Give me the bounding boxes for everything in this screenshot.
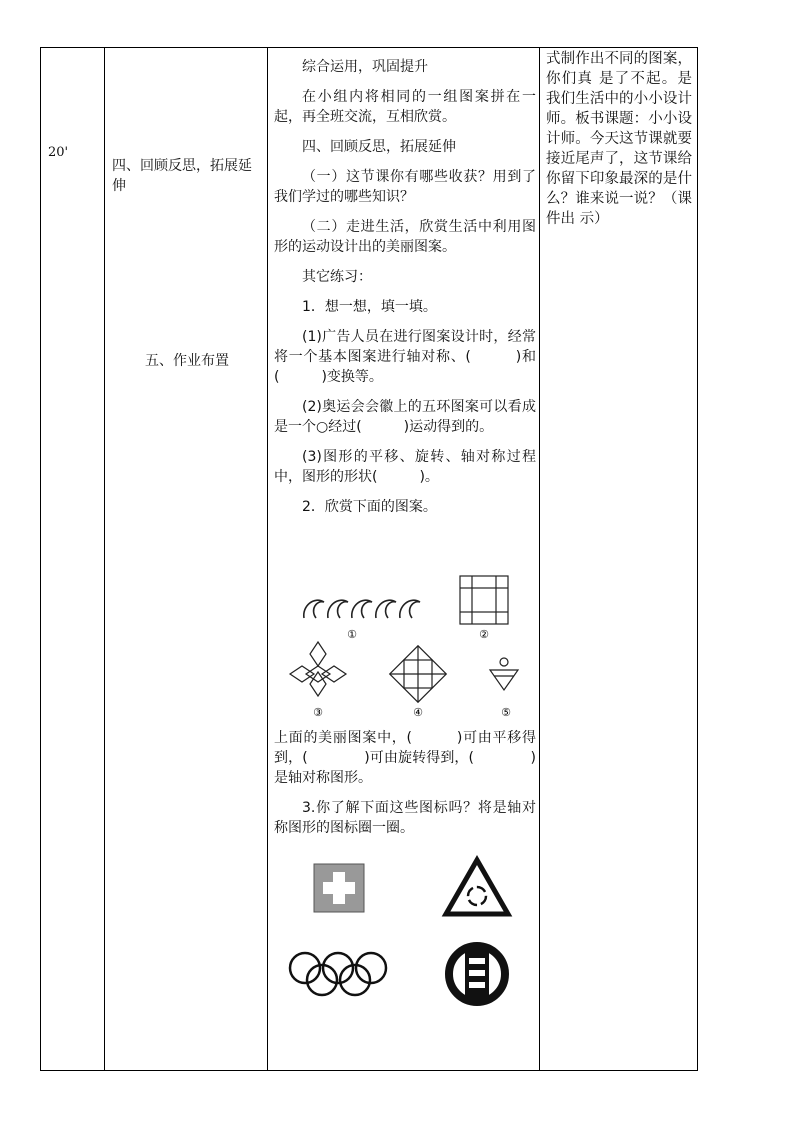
table-left-border xyxy=(40,47,41,1071)
lesson-content xyxy=(274,57,536,527)
column-divider-2 xyxy=(267,47,268,1071)
table-bottom-border xyxy=(40,1070,698,1071)
content-p5: （二）走进生活，欣赏生活中利用图形的运动设计出的美丽图案。 xyxy=(274,219,536,255)
square-grid-pattern-icon xyxy=(460,576,508,624)
content-p6: 其它练习： xyxy=(302,269,372,285)
stage-review-label: 四、回顾反思，拓展延伸 xyxy=(112,158,252,194)
pinwheel-pattern-icon xyxy=(390,646,447,703)
teacher-note: 式制作出不同的图案，你们真 是了不起。是我们生活中的小小设计师。板书课题：小小设计师。今天这节课就要接近尾声了，这节课给你留下印象最深的是什么？谁来说一说？（课件出 示） xyxy=(546,51,692,227)
swirl-pattern-icon xyxy=(304,600,420,618)
red-cross-icon xyxy=(314,864,364,912)
stage-homework-label: 五、作业布置 xyxy=(145,353,229,369)
cup-pattern-icon xyxy=(490,658,518,690)
shape-label-4: ④ xyxy=(413,706,423,719)
shape-label-3: ③ xyxy=(313,706,323,719)
time-cell: 20' xyxy=(48,145,69,160)
content-p2: 在小组内将相同的一组图案拼在一起，再全班交流，互相欣赏。 xyxy=(274,89,536,125)
shape-label-2: ② xyxy=(479,628,489,641)
symbol-icons xyxy=(272,850,538,1010)
content-p12: 上面的美丽图案中，( )可由平移得到，( )可由旋转得到，( )是轴对称图形。 xyxy=(274,730,536,786)
table-right-border xyxy=(697,47,698,1071)
lesson-content-continued xyxy=(274,728,536,848)
table-top-border xyxy=(40,47,698,48)
content-p9: (2)奥运会会徽上的五环图案可以看成是一个○经过( )运动得到的。 xyxy=(274,399,536,435)
content-p7: 1．想一想，填一填。 xyxy=(302,299,437,315)
content-p4: （一）这节课你有哪些收获？用到了我们学过的哪些知识？ xyxy=(274,169,536,205)
content-p13: 3.你了解下面这些图标吗？将是轴对称图形的图标圈一圈。 xyxy=(274,800,536,836)
shape-label-5: ⑤ xyxy=(501,706,511,719)
content-p8: (1)广告人员在进行图案设计时，经常将一个基本图案进行轴对称、( )和( )变换等。 xyxy=(274,329,536,385)
cross-flower-pattern-icon xyxy=(290,642,346,696)
bank-logo-icon xyxy=(449,946,505,1002)
column-divider-1 xyxy=(104,47,105,1071)
content-p3: 四、回顾反思，拓展延伸 xyxy=(302,139,456,155)
column-divider-3 xyxy=(539,47,540,1071)
content-p1: 综合运用，巩固提升 xyxy=(302,59,428,75)
content-p11: 2．欣赏下面的图案。 xyxy=(302,499,437,515)
shape-label-1: ① xyxy=(347,628,357,641)
content-p10: (3)图形的平移、旋转、轴对称过程中，图形的形状( )。 xyxy=(274,449,536,485)
olympic-rings-icon xyxy=(290,953,386,995)
pattern-figures xyxy=(272,570,538,720)
recycle-triangle-icon xyxy=(446,860,508,914)
